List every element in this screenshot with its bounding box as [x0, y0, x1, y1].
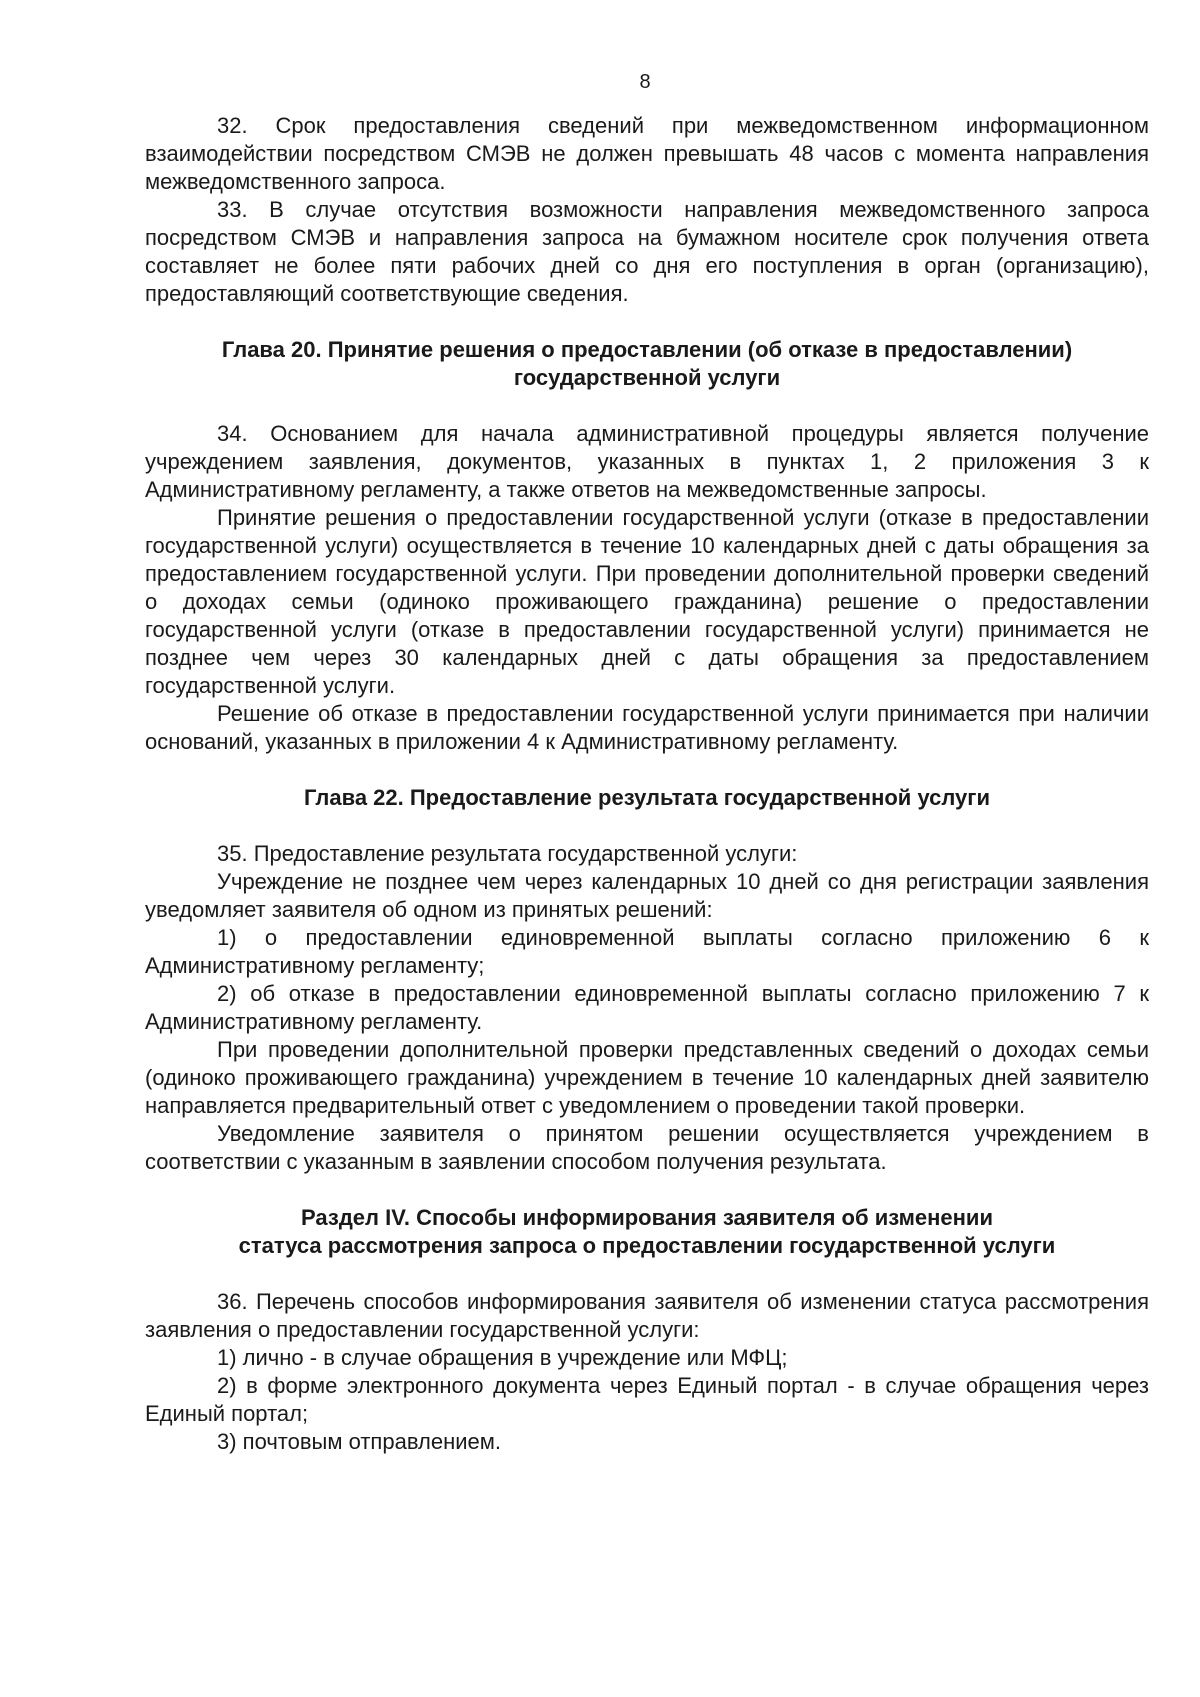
section-4-heading-line-2: статуса рассмотрения запроса о предоставлении государственной услуги [238, 1233, 1056, 1258]
document-body [145, 112, 1149, 1456]
paragraph-36-item-2: 2) в форме электронного документа через Единый портал - в случае обращения через Единый портал; [145, 1373, 1149, 1426]
chapter-20-heading-line-2: государственной услуги [513, 365, 781, 390]
paragraph-36-item-1: 1) лично - в случае обращения в учреждение или МФЦ; [217, 1345, 788, 1370]
paragraph-34-refusal: Решение об отказе в предоставлении государственной услуги принимается при наличии оснований, указанных в приложении 4 к Административному регламенту. [145, 701, 1149, 754]
page-number: 8 [639, 71, 651, 93]
paragraph-35-item-1: 1) о предоставлении единовременной выплаты согласно приложению 6 к Административному регламенту; [145, 925, 1149, 978]
section-4-heading-line-1: Раздел IV. Способы информирования заявителя об изменении [301, 1205, 993, 1230]
paragraph-33: 33. В случае отсутствия возможности направления межведомственного запроса посредством СМЭВ и направления запроса на бумажном носителе срок получения ответа составляет не более пяти рабочих дней со дня его поступления в орган (организацию), предоставляющий соответствующие сведения. [145, 197, 1149, 306]
chapter-22-heading: Глава 22. Предоставление результата государственной услуги [304, 785, 990, 810]
paragraph-35-notification: Учреждение не позднее чем через календарных 10 дней со дня регистрации заявления уведомляет заявителя об одном из принятых решений: [145, 869, 1149, 922]
paragraph-34-decision: Принятие решения о предоставлении государственной услуги (отказе в предоставлении государственной услуги) осуществляется в течение 10 календарных дней с даты обращения за предоставлением государственной услуги. При проведении дополнительной проверки сведений о доходах семьи (одиноко проживающего гражданина) решение о предоставлении государственной услуги (отказе в предоставлении государственной услуги) принимается не позднее чем через 30 календарных дней с даты обращения за предоставлением государственной услуги. [145, 505, 1149, 698]
paragraph-35-notice-method: Уведомление заявителя о принятом решении осуществляется учреждением в соответствии с указанным в заявлении способом получения результата. [145, 1121, 1149, 1174]
paragraph-35-item-2: 2) об отказе в предоставлении единовременной выплаты согласно приложению 7 к Административному регламенту. [145, 981, 1149, 1034]
paragraph-35-additional-check: При проведении дополнительной проверки представленных сведений о доходах семьи (одиноко проживающего гражданина) учреждением в течение 10 календарных дней заявителю направляется предварительный ответ с уведомлением о проведении такой проверки. [145, 1037, 1149, 1118]
chapter-20-heading [145, 336, 1149, 392]
paragraph-36: 36. Перечень способов информирования заявителя об изменении статуса рассмотрения заявления о предоставлении государственной услуги: [145, 1289, 1149, 1342]
paragraph-35: 35. Предоставление результата государственной услуги: [217, 841, 798, 866]
paragraph-34: 34. Основанием для начала административной процедуры является получение учреждением заявления, документов, указанных в пунктах 1, 2 приложения 3 к Административному регламенту, а также ответов на межведомственные запросы. [145, 421, 1149, 502]
chapter-20-heading-line-1: Глава 20. Принятие решения о предоставлении (об отказе в предоставлении) [221, 337, 1073, 362]
paragraph-32: 32. Срок предоставления сведений при межведомственном информационном взаимодействии посредством СМЭВ не должен превышать 48 часов с момента направления межведомственного запроса. [145, 113, 1149, 194]
section-4-heading [145, 1204, 1149, 1260]
paragraph-36-item-3: 3) почтовым отправлением. [217, 1429, 501, 1454]
